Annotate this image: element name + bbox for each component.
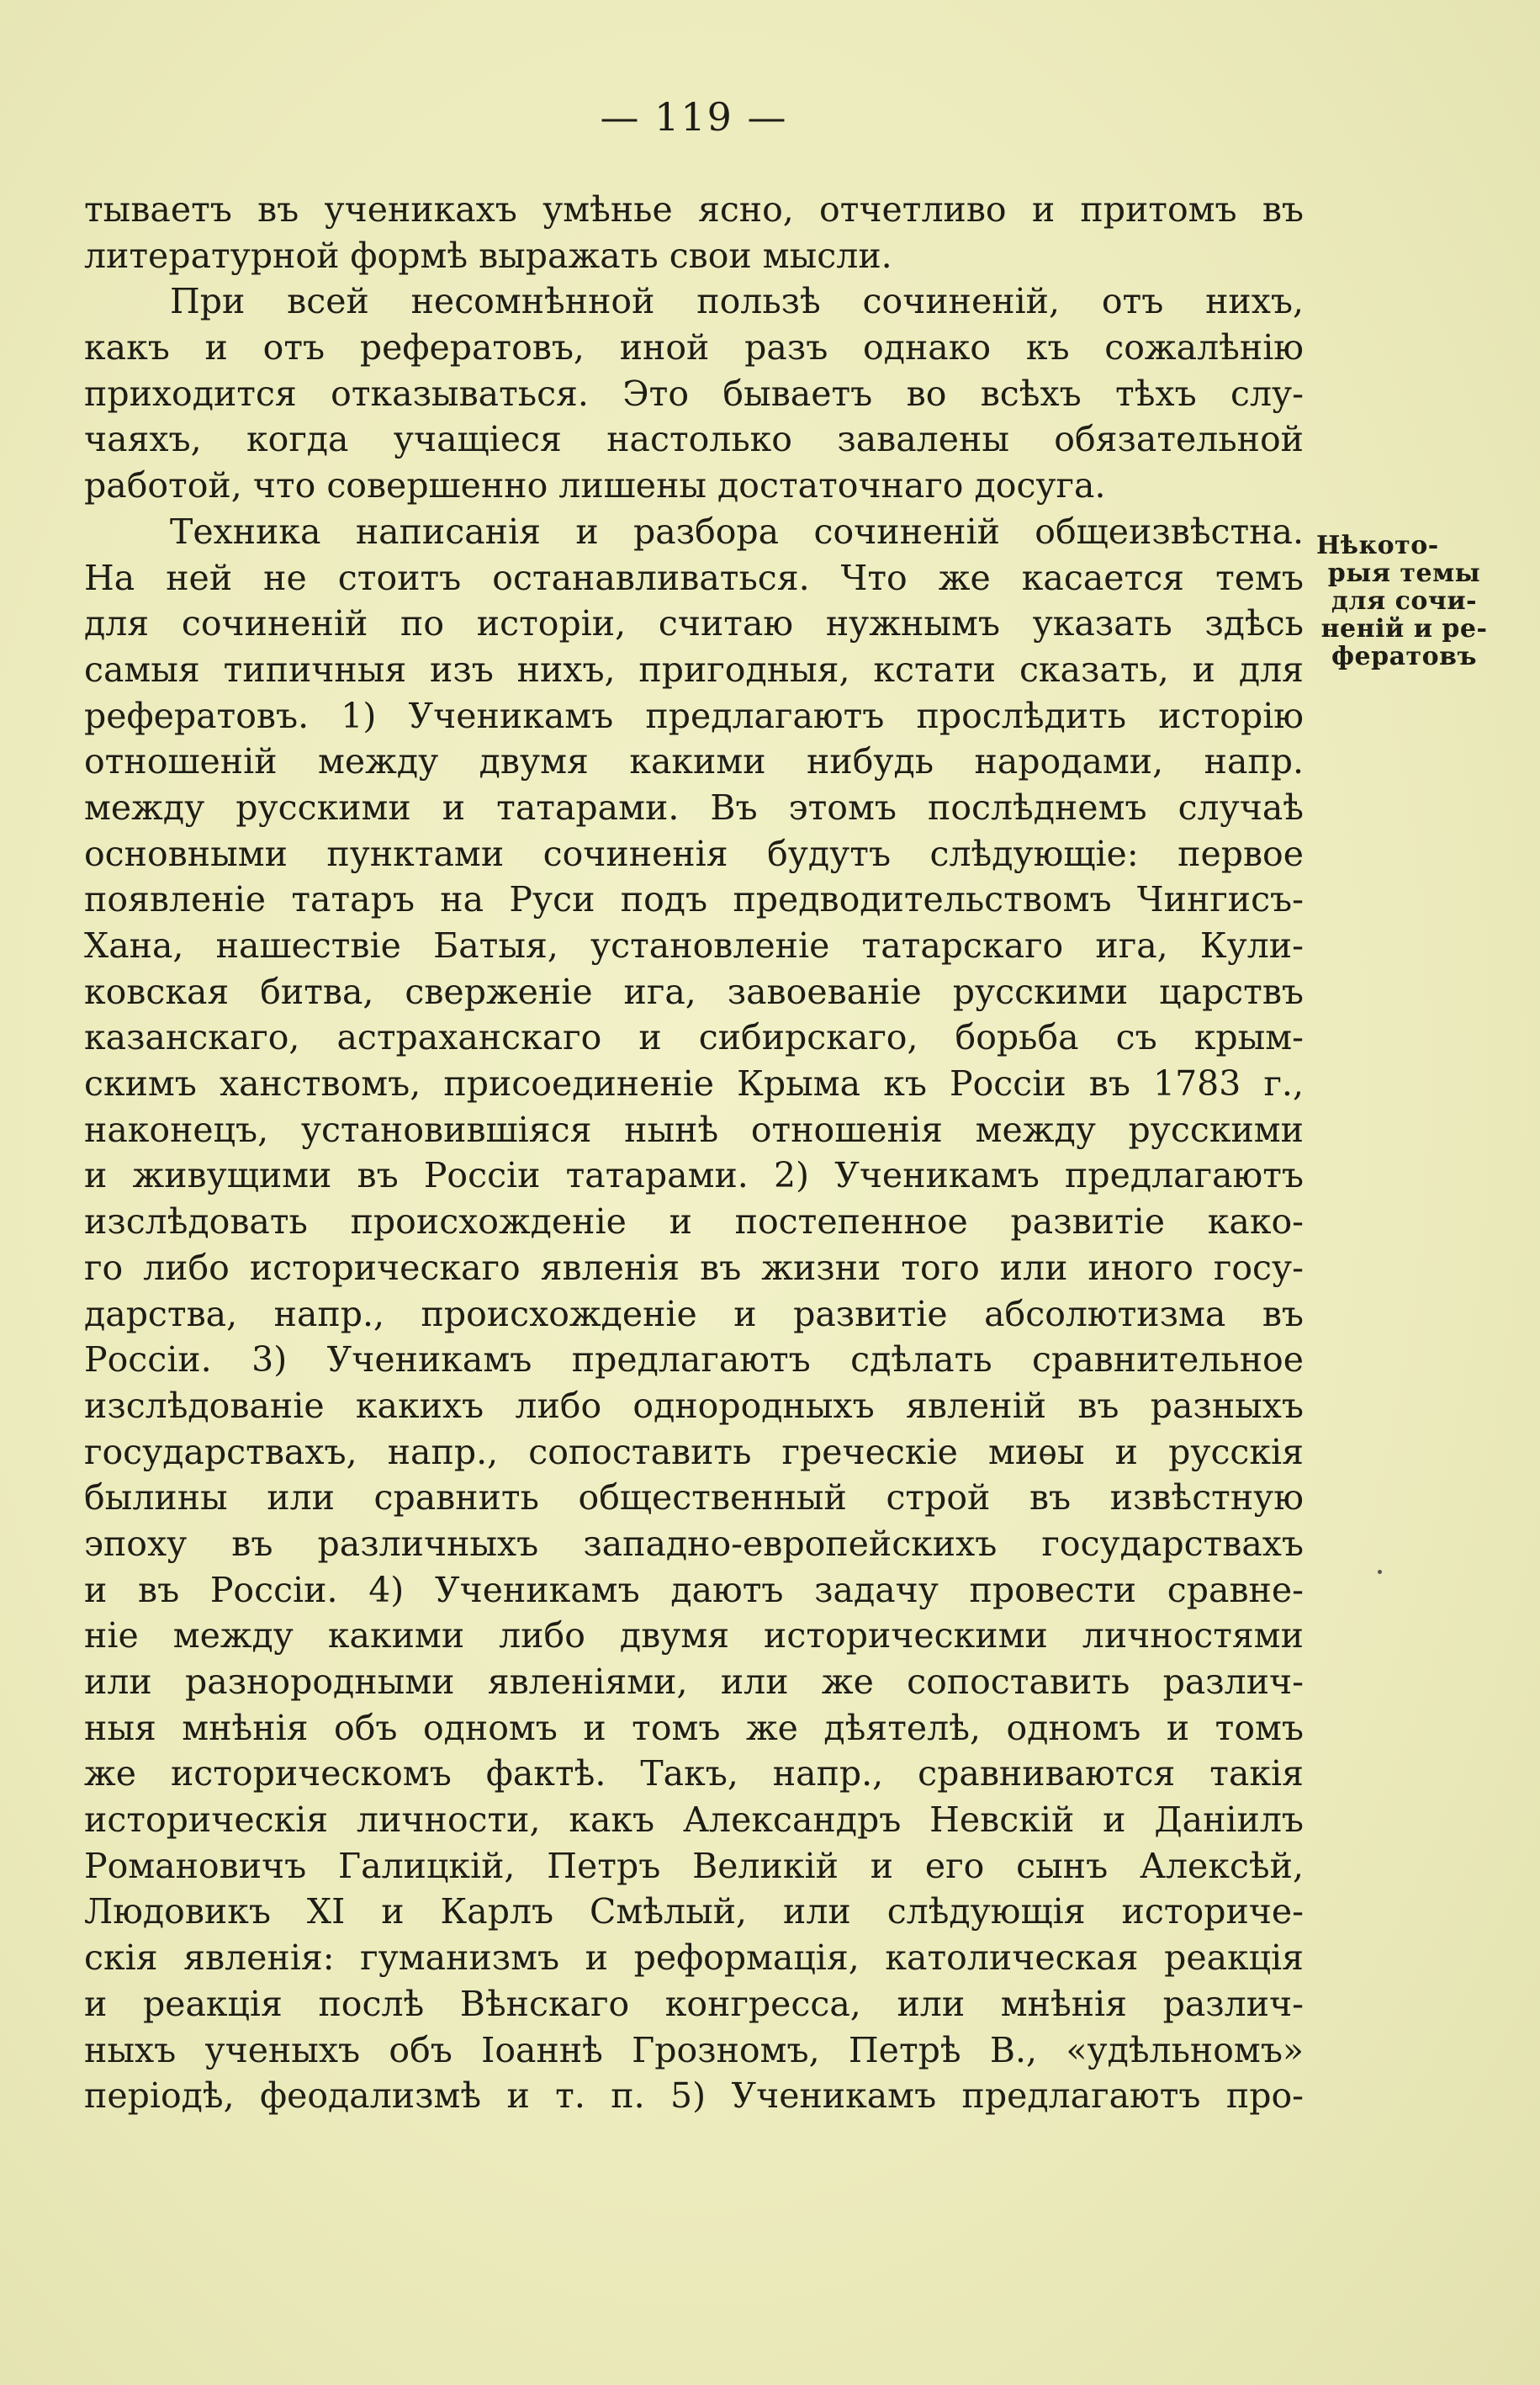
text-line: скимъ ханствомъ, присоединеніе Крыма къ Россіи въ 1783 г., (84, 1063, 1304, 1105)
text-line: историческія личности, какъ Александръ Невскій и Даніилъ (84, 1799, 1304, 1841)
text-line: ныхъ ученыхъ объ Іоаннѣ Грозномъ, Петрѣ В., «удѣльномъ» (84, 2029, 1304, 2070)
margin-note-line: Нѣкото- (1316, 531, 1439, 560)
text-line: и живущими въ Россіи татарами. 2) Ученикамъ предлагаютъ (84, 1155, 1304, 1196)
margin-note-line: фератовъ (1331, 642, 1477, 671)
text-line: рефератовъ. 1) Ученикамъ предлагаютъ прослѣдить исторію (84, 695, 1304, 736)
text-line: государствахъ, напр., сопоставить греческіе миѳы и русскія (84, 1431, 1304, 1472)
print-speck (1378, 1570, 1382, 1574)
text-line: чаяхъ, когда учащіеся настолько завалены обязательной (84, 419, 1304, 460)
text-line: Россіи. 3) Ученикамъ предлагаютъ сдѣлать сравнительное (84, 1339, 1304, 1381)
text-line: При всей несомнѣнной пользѣ сочиненій, отъ нихъ, (170, 281, 1304, 322)
text-line: наконецъ, установившіяся нынѣ отношенія между русскими (84, 1109, 1304, 1150)
text-line: Техника написанія и разбора сочиненій общеизвѣстна. (170, 511, 1304, 552)
text-line: Людовикъ XI и Карлъ Смѣлый, или слѣдующія историче- (84, 1891, 1304, 1932)
text-line: какъ и отъ рефератовъ, иной разъ однако къ сожалѣнію (84, 327, 1304, 368)
text-line: Романовичъ Галицкій, Петръ Великій и его сынъ Алексѣй, (84, 1845, 1304, 1886)
text-line: для сочиненій по исторіи, считаю нужнымъ указать здѣсь (84, 603, 1304, 644)
text-line: отношеній между двумя какими нибудь народами, напр. (84, 741, 1304, 782)
text-line: эпоху въ различныхъ западно-европейскихъ государствахъ (84, 1523, 1304, 1564)
margin-note-line: рыя темы (1327, 559, 1481, 588)
text-line: изслѣдованіе какихъ либо однородныхъ явленій въ разныхъ (84, 1385, 1304, 1426)
margin-note-line: неній и ре- (1320, 614, 1488, 644)
margin-note (1310, 532, 1499, 670)
text-line: изслѣдовать происхожденіе и постепенное развитіе како- (84, 1201, 1304, 1243)
text-line: тываетъ въ ученикахъ умѣнье ясно, отчетливо и притомъ въ (84, 189, 1304, 230)
text-line: же историческомъ фактѣ. Такъ, напр., сравниваются такія (84, 1753, 1304, 1794)
text-line: между русскими и татарами. Въ этомъ послѣднемъ случаѣ (84, 787, 1304, 828)
text-line: казанскаго, астраханскаго и сибирскаго, борьба съ крым- (84, 1017, 1304, 1058)
text-line: го либо историческаго явленія въ жизни того или иного госу- (84, 1247, 1304, 1288)
text-line: приходится отказываться. Это бываетъ во всѣхъ тѣхъ слу- (84, 373, 1304, 414)
text-line: Хана, нашествіе Батыя, установленіе татарскаго ига, Кули- (84, 925, 1304, 966)
page-number: — 119 — (600, 94, 788, 140)
text-line: ковская битва, сверженіе ига, завоеваніе русскими царствъ (84, 971, 1304, 1012)
body-text (84, 187, 1304, 2119)
text-line: ніе между какими либо двумя историческими личностями (84, 1615, 1304, 1656)
text-line: На ней не стоитъ останавливаться. Что же касается темъ (84, 557, 1304, 598)
text-line: работой, что совершенно лишены достаточнаго досуга. (84, 465, 1106, 506)
text-line: періодѣ, феодализмѣ и т. п. 5) Ученикамъ предлагаютъ про- (84, 2075, 1304, 2117)
text-line: или разнородными явленіями, или же сопоставить различ- (84, 1662, 1304, 1702)
text-line: былины или сравнить общественный строй въ извѣстную (84, 1477, 1304, 1518)
text-line: основными пунктами сочиненія будутъ слѣдующіе: первое (84, 833, 1304, 874)
text-line: литературной формѣ выражать свои мысли. (84, 235, 892, 276)
text-line: ныя мнѣнія объ одномъ и томъ же дѣятелѣ, одномъ и томъ (84, 1707, 1304, 1748)
text-line: самыя типичныя изъ нихъ, пригодныя, кстати сказать, и для (84, 649, 1304, 690)
margin-note-line: для сочи- (1331, 586, 1478, 616)
text-line: и реакція послѣ Вѣнскаго конгресса, или мнѣнія различ- (84, 1983, 1304, 2024)
text-line: скія явленія: гуманизмъ и реформація, католическая реакція (84, 1937, 1304, 1979)
text-line: и въ Россіи. 4) Ученикамъ даютъ задачу провести сравне- (84, 1569, 1304, 1610)
text-line: дарства, напр., происхожденіе и развитіе абсолютизма въ (84, 1293, 1304, 1334)
text-line: появленіе татаръ на Руси подъ предводительствомъ Чингисъ- (84, 879, 1304, 920)
